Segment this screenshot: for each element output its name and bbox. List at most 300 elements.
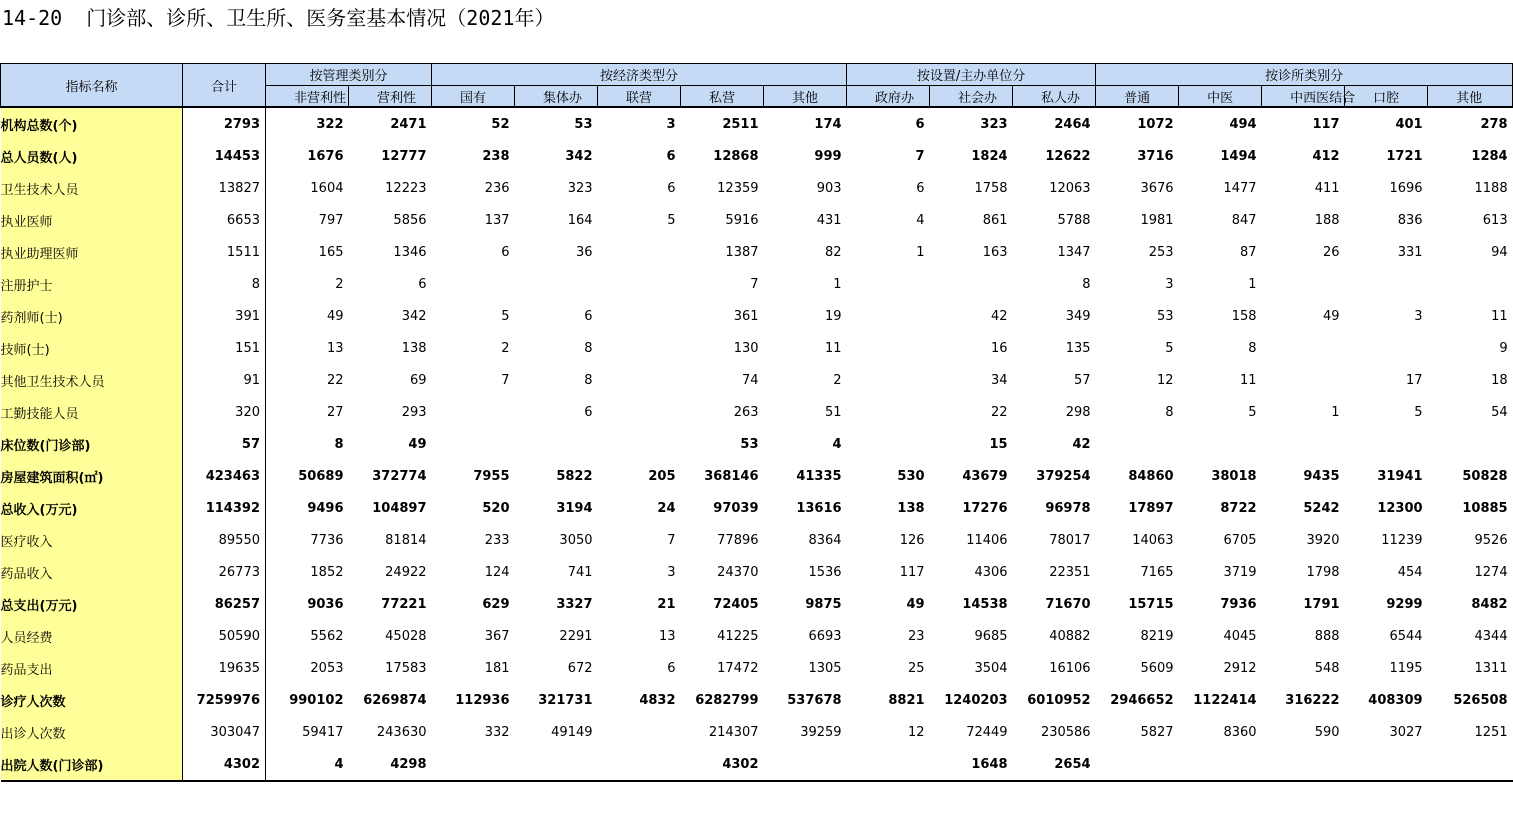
table-cell (1345, 332, 1428, 364)
table-cell: 836 (1397, 212, 1423, 228)
table-cell: 82 (825, 244, 842, 260)
table-cell: 672 (567, 660, 593, 676)
table-cell: 797 (318, 212, 344, 228)
table-cell: 54 (1491, 404, 1508, 420)
table-cell: 1604 (310, 180, 344, 196)
table-cell: 26773 (183, 556, 266, 588)
table-row (1, 748, 1513, 781)
table-row (1, 300, 1513, 332)
table-cell: 5788 (1057, 212, 1091, 228)
table-cell: 42 (1072, 436, 1091, 452)
table-cell: 454 (1397, 564, 1423, 580)
header-subcategory: 集体办 (515, 86, 598, 108)
table-cell: 999 (814, 148, 842, 164)
table-cell: 7955 (473, 468, 510, 484)
table-cell: 14453 (183, 140, 266, 172)
table-row (1, 620, 1513, 652)
table-cell: 990102 (289, 692, 344, 708)
table-cell: 14538 (962, 596, 1008, 612)
table-cell: 6269874 (363, 692, 427, 708)
table-cell: 238 (482, 148, 510, 164)
table-cell: 1251 (1474, 724, 1508, 740)
table-row (1, 236, 1513, 268)
table-cell (847, 748, 930, 781)
header-group: 按诊所类别分 (1096, 64, 1513, 86)
table-cell: 548 (1314, 660, 1340, 676)
table-cell: 5 (1414, 404, 1423, 420)
table-cell: 69 (409, 372, 427, 388)
table-cell (598, 428, 681, 460)
table-cell: 1758 (974, 180, 1008, 196)
table-cell: 17897 (1128, 500, 1174, 516)
table-cell: 526508 (1453, 692, 1508, 708)
table-cell: 6 (915, 116, 925, 132)
table-cell: 278 (1480, 116, 1508, 132)
table-cell: 391 (183, 300, 266, 332)
table-cell (1428, 268, 1513, 300)
table-cell: 104897 (372, 500, 427, 516)
table-cell: 72405 (713, 596, 759, 612)
table-cell: 6 (584, 308, 593, 324)
table-cell: 1346 (393, 244, 427, 260)
header-subcategory: 其他 (1428, 86, 1513, 108)
table-cell: 1122414 (1193, 692, 1257, 708)
table-cell: 24370 (717, 564, 759, 580)
table-cell: 1791 (1303, 596, 1340, 612)
row-label: 床位数(门诊部) (1, 428, 183, 460)
header-subcategory: 政府办 (847, 86, 930, 108)
table-cell: 25 (908, 660, 925, 676)
table-cell: 4302 (183, 748, 266, 781)
table-cell: 12868 (713, 148, 759, 164)
table-cell: 86257 (183, 588, 266, 620)
table-cell: 629 (482, 596, 510, 612)
table-cell (432, 268, 515, 300)
table-cell (598, 716, 681, 748)
table-cell: 1 (1248, 276, 1257, 292)
table-cell: 9 (1499, 340, 1508, 356)
table-cell: 1721 (1386, 148, 1423, 164)
table-cell: 303047 (183, 716, 266, 748)
table-cell: 26 (1323, 244, 1340, 260)
table-cell: 87 (1240, 244, 1257, 260)
table-row (1, 107, 1513, 140)
table-cell: 49 (408, 436, 427, 452)
table-cell: 11 (1240, 372, 1257, 388)
header-subcategory: 私营 (681, 86, 764, 108)
table-row (1, 652, 1513, 684)
table-cell: 84860 (1128, 468, 1174, 484)
table-row (1, 364, 1513, 396)
table-cell (1345, 748, 1428, 781)
table-row (1, 428, 1513, 460)
table-cell (1262, 428, 1345, 460)
table-cell: 1852 (310, 564, 344, 580)
table-cell: 1387 (725, 244, 759, 260)
table-cell: 2471 (390, 116, 427, 132)
table-cell: 861 (982, 212, 1008, 228)
table-cell: 19 (825, 308, 842, 324)
table-cell: 520 (482, 500, 510, 516)
table-cell: 8 (183, 268, 266, 300)
table-cell: 537678 (787, 692, 842, 708)
table-cell: 22351 (1049, 564, 1091, 580)
table-cell: 236 (484, 180, 510, 196)
table-cell: 41335 (796, 468, 842, 484)
table-cell: 7 (667, 532, 676, 548)
table-cell: 233 (484, 532, 510, 548)
table-cell: 6 (916, 180, 925, 196)
table-cell: 368146 (704, 468, 759, 484)
header-subcategory: 普通 (1096, 86, 1179, 108)
table-cell: 8219 (1140, 628, 1174, 644)
table-cell: 8 (584, 340, 593, 356)
table-cell (1096, 428, 1179, 460)
table-row (1, 556, 1513, 588)
table-cell: 135 (1065, 340, 1091, 356)
table-cell: 9299 (1386, 596, 1423, 612)
table-cell: 412 (1312, 148, 1340, 164)
table-cell: 4298 (349, 748, 432, 781)
table-cell: 320 (183, 396, 266, 428)
table-cell (598, 300, 681, 332)
table-cell (515, 748, 598, 781)
table-cell: 2946652 (1110, 692, 1174, 708)
table-cell: 4306 (974, 564, 1008, 580)
row-label: 执业医师 (1, 204, 183, 236)
table-cell: 1798 (1306, 564, 1340, 580)
table-cell: 43679 (962, 468, 1008, 484)
table-cell: 163 (982, 244, 1008, 260)
table-cell: 5242 (1303, 500, 1340, 516)
table-cell: 21 (657, 596, 676, 612)
table-cell: 4 (832, 436, 842, 452)
table-cell: 3 (667, 564, 676, 580)
table-cell: 423463 (183, 460, 266, 492)
row-label: 总人员数(人) (1, 140, 183, 172)
table-cell: 1 (1331, 404, 1340, 420)
table-cell (598, 748, 681, 781)
table-cell: 2793 (183, 107, 266, 140)
table-cell: 4 (916, 212, 925, 228)
table-row (1, 396, 1513, 428)
table-cell: 8 (334, 436, 344, 452)
table-cell: 49 (906, 596, 925, 612)
table-cell: 1274 (1474, 564, 1508, 580)
header-subcategory: 非营利性 (266, 86, 349, 108)
table-cell: 5856 (393, 212, 427, 228)
table-cell: 2912 (1223, 660, 1257, 676)
table-cell: 59417 (302, 724, 344, 740)
table-cell: 1494 (1220, 148, 1257, 164)
table-cell: 298 (1065, 404, 1091, 420)
table-cell: 41225 (717, 628, 759, 644)
table-cell: 22 (326, 372, 344, 388)
header-group: 按管理类别分 (266, 64, 432, 86)
table-row (1, 332, 1513, 364)
table-cell: 50828 (1462, 468, 1508, 484)
table-cell: 293 (401, 404, 427, 420)
table-cell: 7165 (1140, 564, 1174, 580)
table-cell: 17276 (962, 500, 1008, 516)
table-cell: 7 (501, 372, 510, 388)
table-cell: 2654 (1013, 748, 1096, 781)
row-label: 药品支出 (1, 652, 183, 684)
statistics-table (0, 63, 1513, 782)
table-cell (598, 364, 681, 396)
table-cell: 8360 (1223, 724, 1257, 740)
table-cell (1179, 428, 1262, 460)
row-label: 总收入(万元) (1, 492, 183, 524)
table-cell (847, 268, 930, 300)
table-cell: 2511 (722, 116, 759, 132)
table-cell: 17472 (717, 660, 759, 676)
table-cell (1428, 428, 1513, 460)
table-cell: 3327 (556, 596, 593, 612)
table-cell (432, 396, 515, 428)
table-cell (1179, 748, 1262, 781)
table-cell: 165 (318, 244, 344, 260)
table-cell (1262, 364, 1345, 396)
table-cell: 12 (908, 724, 925, 740)
table-cell: 164 (567, 212, 593, 228)
table-cell: 22 (991, 404, 1008, 420)
table-cell: 188 (1314, 212, 1340, 228)
table-cell: 40882 (1049, 628, 1091, 644)
table-cell: 42 (991, 308, 1008, 324)
table-cell: 89550 (183, 524, 266, 556)
table-cell: 12777 (381, 148, 427, 164)
table-cell: 27 (326, 404, 344, 420)
table-cell: 6 (501, 244, 510, 260)
table-cell: 1648 (930, 748, 1013, 781)
table-cell: 13 (326, 340, 344, 356)
table-cell: 4302 (681, 748, 764, 781)
table-cell: 1 (833, 276, 842, 292)
table-cell: 7 (915, 148, 925, 164)
table-cell: 174 (814, 116, 842, 132)
table-cell: 19635 (183, 652, 266, 684)
header-subcategory: 营利性 (349, 86, 432, 108)
header-subcategory: 中医 (1179, 86, 1262, 108)
table-row (1, 172, 1513, 204)
table-cell: 49 (1323, 308, 1340, 324)
table-cell: 321731 (538, 692, 593, 708)
table-cell: 5827 (1140, 724, 1174, 740)
table-cell: 1240203 (944, 692, 1008, 708)
table-cell: 31941 (1377, 468, 1423, 484)
header-subcategory: 中西医结合 (1262, 86, 1345, 108)
table-cell (1345, 428, 1428, 460)
header-subcategory: 国有 (432, 86, 515, 108)
table-cell: 8 (1248, 340, 1257, 356)
table-cell: 6 (584, 404, 593, 420)
table-cell: 50590 (183, 620, 266, 652)
table-cell: 323 (567, 180, 593, 196)
row-label: 其他卫生技术人员 (1, 364, 183, 396)
table-cell: 6653 (183, 204, 266, 236)
table-cell: 71670 (1045, 596, 1091, 612)
table-cell: 1981 (1140, 212, 1174, 228)
table-row (1, 524, 1513, 556)
table-cell: 11406 (966, 532, 1008, 548)
table-cell (598, 236, 681, 268)
table-cell: 1284 (1471, 148, 1508, 164)
table-cell: 9685 (974, 628, 1008, 644)
table-cell: 5 (501, 308, 510, 324)
row-label: 人员经费 (1, 620, 183, 652)
table-cell: 613 (1482, 212, 1508, 228)
table-cell: 9496 (307, 500, 344, 516)
table-cell: 4832 (639, 692, 676, 708)
table-cell: 322 (316, 116, 344, 132)
row-label: 药品收入 (1, 556, 183, 588)
table-cell: 1824 (971, 148, 1008, 164)
table-cell: 332 (484, 724, 510, 740)
table-cell: 331 (1397, 244, 1423, 260)
table-cell: 12359 (717, 180, 759, 196)
table-cell: 1477 (1223, 180, 1257, 196)
table-cell: 1676 (307, 148, 344, 164)
table-cell: 367 (484, 628, 510, 644)
table-cell: 5916 (725, 212, 759, 228)
table-cell: 6 (666, 148, 676, 164)
table-cell: 94 (1491, 244, 1508, 260)
table-cell: 24 (657, 500, 676, 516)
table-cell: 14063 (1132, 532, 1174, 548)
table-cell: 91 (183, 364, 266, 396)
page-title: 14-20 门诊部、诊所、卫生所、医务室基本情况（2021年） (2, 6, 555, 30)
table-cell: 2464 (1054, 116, 1091, 132)
table-cell: 6 (418, 276, 427, 292)
row-label: 出院人数(门诊部) (1, 748, 183, 781)
table-cell: 74 (741, 372, 759, 388)
row-label: 机构总数(个) (1, 107, 183, 140)
table-header (1, 64, 1513, 108)
table-cell: 6 (667, 660, 676, 676)
table-cell (598, 332, 681, 364)
header-group: 按经济类型分 (432, 64, 847, 86)
table-cell: 5822 (556, 468, 593, 484)
table-cell: 12223 (385, 180, 427, 196)
table-cell (515, 428, 598, 460)
table-cell: 8 (1082, 276, 1091, 292)
table-cell: 11 (1491, 308, 1508, 324)
table-cell: 13827 (183, 172, 266, 204)
table-cell (847, 396, 930, 428)
row-label: 卫生技术人员 (1, 172, 183, 204)
table-cell: 411 (1314, 180, 1340, 196)
table-cell: 114392 (183, 492, 266, 524)
table-cell: 401 (1395, 116, 1423, 132)
table-cell: 1305 (808, 660, 842, 676)
table-cell: 3676 (1140, 180, 1174, 196)
row-label: 医疗收入 (1, 524, 183, 556)
table-cell: 130 (733, 340, 759, 356)
table-cell: 12300 (1377, 500, 1423, 516)
table-cell: 11 (825, 340, 842, 356)
table-cell: 81814 (385, 532, 427, 548)
table-cell: 10885 (1462, 500, 1508, 516)
table-cell: 117 (899, 564, 925, 580)
table-cell: 6705 (1223, 532, 1257, 548)
table-cell: 1311 (1474, 660, 1508, 676)
table-cell (1096, 748, 1179, 781)
table-cell: 3 (1165, 276, 1174, 292)
table-cell: 12 (1157, 372, 1174, 388)
row-label: 诊疗人次数 (1, 684, 183, 716)
table-cell: 3920 (1306, 532, 1340, 548)
row-label: 注册护士 (1, 268, 183, 300)
table-cell: 8821 (888, 692, 925, 708)
table-cell: 24922 (385, 564, 427, 580)
table-cell: 379254 (1036, 468, 1091, 484)
table-cell: 16106 (1049, 660, 1091, 676)
table-cell: 138 (401, 340, 427, 356)
table-cell: 53 (574, 116, 593, 132)
table-cell: 9036 (307, 596, 344, 612)
header-subcategory: 其他 (764, 86, 847, 108)
table-cell: 8 (1165, 404, 1174, 420)
table-cell: 4045 (1223, 628, 1257, 644)
table-cell: 6 (667, 180, 676, 196)
table-cell (432, 428, 515, 460)
table-cell (930, 268, 1013, 300)
table-body (1, 107, 1513, 781)
table-cell: 2291 (559, 628, 593, 644)
table-cell: 45028 (385, 628, 427, 644)
table-cell: 6544 (1389, 628, 1423, 644)
table-cell: 7259976 (183, 684, 266, 716)
table-cell: 36 (575, 244, 593, 260)
table-cell: 847 (1231, 212, 1257, 228)
table-cell: 12622 (1045, 148, 1091, 164)
table-cell: 342 (565, 148, 593, 164)
table-row (1, 716, 1513, 748)
table-row (1, 588, 1513, 620)
row-label: 技师(士) (1, 332, 183, 364)
table-cell: 15715 (1128, 596, 1174, 612)
table-cell: 5 (1248, 404, 1257, 420)
table-row (1, 492, 1513, 524)
table-cell: 349 (1065, 308, 1091, 324)
table-cell: 243630 (376, 724, 427, 740)
table-cell (847, 364, 930, 396)
table-cell: 7936 (1220, 596, 1257, 612)
table-row (1, 140, 1513, 172)
table-row (1, 684, 1513, 716)
table-cell: 57 (183, 428, 266, 460)
table-cell: 17 (1406, 372, 1423, 388)
table-cell: 8482 (1471, 596, 1508, 612)
row-label: 房屋建筑面积(㎡) (1, 460, 183, 492)
table-cell (847, 428, 930, 460)
header-row-groups (1, 64, 1513, 86)
table-cell: 323 (980, 116, 1008, 132)
table-cell: 18 (1491, 372, 1508, 388)
table-cell: 117 (1312, 116, 1340, 132)
table-cell (1262, 268, 1345, 300)
table-cell: 6282799 (695, 692, 759, 708)
row-label: 出诊人次数 (1, 716, 183, 748)
table-cell: 9435 (1303, 468, 1340, 484)
table-cell: 253 (1148, 244, 1174, 260)
table-cell: 316222 (1285, 692, 1340, 708)
table-cell: 38018 (1211, 468, 1257, 484)
header-total: 合计 (183, 64, 266, 108)
table-cell: 77221 (381, 596, 427, 612)
table-cell: 9875 (805, 596, 842, 612)
